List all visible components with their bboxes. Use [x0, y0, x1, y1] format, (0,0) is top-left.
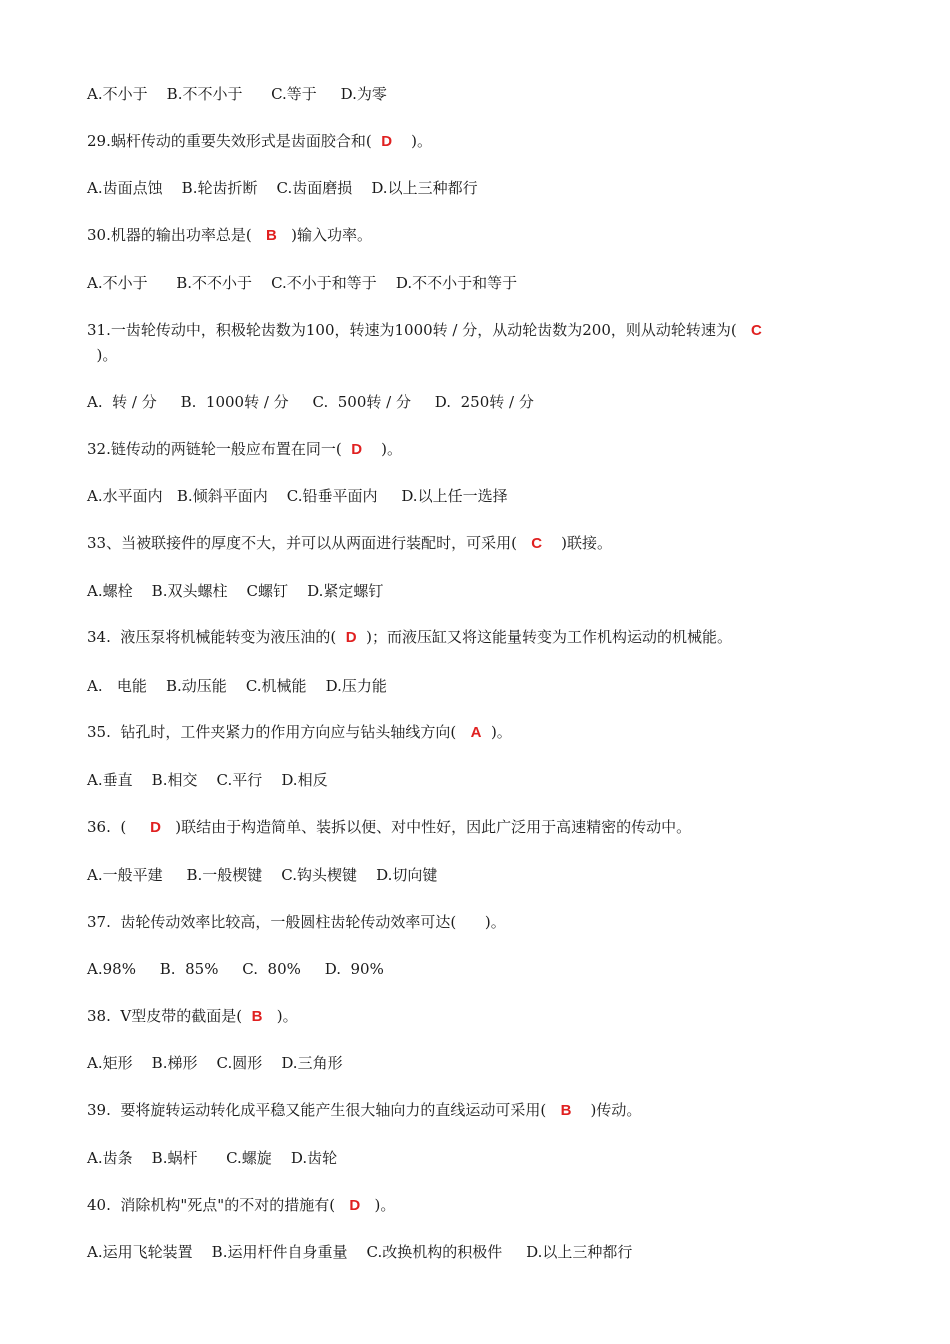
question-31: 31.一齿轮传动中，积极轮齿数为100，转速为1000转 / 分，从动轮齿数为200，则从动轮转速为( C [87, 321, 762, 339]
question-30: 30.机器的输出功率总是( B )输入功率。 [87, 226, 373, 244]
options-line: A.齿面点蚀 B.轮齿折断 C.齿面磨损 D.以上三种都行 [87, 179, 478, 197]
options-line: A.矩形 B.梯形 C.圆形 D.三角形 [87, 1054, 343, 1072]
options-line: A.垂直 B.相交 C.平行 D.相反 [87, 771, 328, 789]
question-35: 35. 钻孔时，工件夹紧力的作用方向应与钻头轴线方向( A )。 [87, 723, 512, 741]
answer-mark: D [150, 819, 161, 836]
answer-mark: C [531, 535, 543, 552]
question-38: 38. V型皮带的截面是( B )。 [87, 1007, 298, 1025]
question-36: 36. ( D )联结由于构造简单、装拆以便、对中性好，因此广泛用于高速精密的传动中。 [87, 818, 692, 836]
question-40: 40. 消除机构"死点"的不对的措施有( D )。 [87, 1196, 396, 1214]
answer-mark: A [470, 724, 482, 741]
answer-mark: D [345, 629, 357, 646]
answer-mark: B [266, 227, 277, 244]
answer-mark: D [381, 133, 393, 150]
options-line: A.不小于 B.不不小于 C.等于 D.为零 [87, 85, 387, 103]
question-33: 33、当被联接件的厚度不大，并可以从两面进行装配时，可采用( C )联接。 [87, 534, 613, 552]
answer-mark: D [349, 1197, 361, 1214]
question-31-continuation: )。 [87, 346, 118, 364]
question-29: 29.蜗杆传动的重要失效形式是齿面胶合和( D )。 [87, 132, 433, 150]
answer-mark: B [560, 1102, 572, 1119]
options-line: A.齿条 B.蜗杆 C.螺旋 D.齿轮 [87, 1149, 338, 1167]
question-32: 32.链传动的两链轮一般应布置在同一( D )。 [87, 440, 403, 458]
options-line: A.98% B. 85% C. 80% D. 90% [87, 960, 384, 978]
options-line: A.水平面内 B.倾斜平面内 C.铅垂平面内 D.以上任一选择 [87, 487, 508, 505]
answer-mark: B [251, 1008, 263, 1025]
question-34: 34. 液压泵将机械能转变为液压油的( D )；而液压缸又将这能量转变为工作机构运动的机械能。 [87, 628, 733, 646]
question-37: 37. 齿轮传动效率比较高，一般圆柱齿轮传动效率可达( )。 [87, 913, 506, 931]
options-line: A. 转 / 分 B. 1000转 / 分 C. 500转 / 分 D. 250转 / 分 [87, 393, 534, 411]
options-line: A.一般平建 B.一般楔键 C.钩头楔键 D.切向键 [87, 866, 438, 884]
options-line: A.螺栓 B.双头螺柱 C螺钉 D.紧定螺钉 [87, 582, 384, 600]
options-line: A. 电能 B.动压能 C.机械能 D.压力能 [87, 677, 387, 695]
options-line: A.运用飞轮装置 B.运用杆件自身重量 C.改换机构的积极件 D.以上三种都行 [87, 1243, 633, 1261]
options-line: A.不小于 B.不不小于 C.不小于和等于 D.不不小于和等于 [87, 274, 518, 292]
answer-mark: D [351, 441, 363, 458]
answer-mark: C [751, 322, 762, 339]
question-39: 39. 要将旋转运动转化成平稳又能产生很大轴向力的直线运动可采用( B )传动。 [87, 1101, 642, 1119]
